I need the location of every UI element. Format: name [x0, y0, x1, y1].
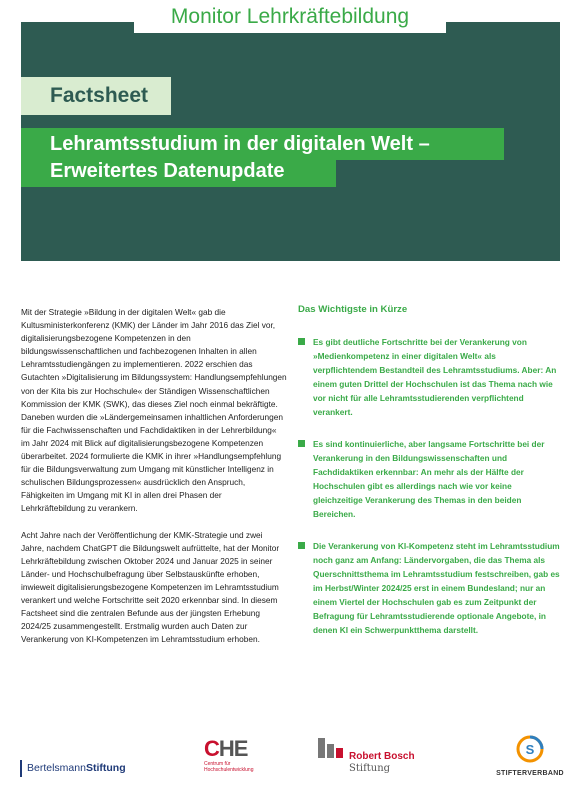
key-finding-item: Es sind kontinuierliche, aber langsame Fortschritte bei der Verankerung in den Bildungswissenschaften und Fachdidaktiken erkennbar: An mehr als der Hälfte der Hochschulen gibt es allerdings nach wie vor keine gleichzeitige Verankerung des Themas in den beiden Bereichen.: [298, 437, 560, 521]
svg-text:S: S: [525, 742, 535, 757]
intro-text-column: [21, 306, 287, 659]
robert-bosch-mark-icon: [318, 736, 344, 760]
partner-logos: [0, 730, 573, 790]
stifterverband-logo: S STIFTERVERBAND: [495, 735, 565, 777]
key-finding-item: Es gibt deutliche Fortschritte bei der Verankerung von »Medienkompetenz in einer digitalen Welt« als verpflichtendem Bestandteil des Lehramtsstudiums. Aber: An einem guten Drittel der Hochschulen ist das Thema nach wie vor nicht für alle Lehramtsstudierenden verpflichtend verankert.: [298, 335, 560, 419]
stifterverband-emblem-icon: [516, 735, 544, 763]
monitor-title: Monitor Lehrkräftebildung: [134, 0, 446, 33]
robert-bosch-stiftung-logo: Robert Bosch Stiftung: [318, 733, 428, 778]
key-findings-heading: Das Wichtigste in Kürze: [298, 304, 408, 315]
document-title-line-2: Erweitertes Datenupdate: [21, 155, 336, 187]
document-title-line-1: Lehramtsstudium in der digitalen Welt –: [21, 128, 504, 160]
che-subtitle: Centrum für Hochschulentwicklung: [204, 761, 254, 773]
key-findings-column: [298, 304, 560, 655]
intro-paragraph-2: Acht Jahre nach der Veröffentlichung der KMK-Strategie und zwei Jahre, nachdem ChatGPT die Bildungswelt aufrüttelte, hat der Monitor Lehrkräftebildung zwischen Oktober 2024 und Januar 2025 in seiner Länder- und Hochschulbefragung über Selbstauskünfte erhoben, inwieweit digitalisierungsbezogene Kompetenzen im Lehramtsstudium verankert und welche Fortschritte seit 2020 erkennbar sind. In diesem Factsheet sind die zentralen Befunde aus der jüngsten Erhebung 2024/25 zusammengestellt. Erstmalig wurden auch Daten zur Verankerung von KI-Kompetenzen im Lehramtsstudium erhoben.: [21, 529, 280, 645]
bullet-square-icon: [298, 542, 305, 549]
bullet-square-icon: [298, 440, 305, 447]
key-finding-item: Die Verankerung von KI-Kompetenz steht im Lehramtsstudium noch ganz am Anfang: Ländervorgaben, die das Thema als Querschnittsthema im Lehramtsstudium festschreiben, gab es im Herbst/Winter 2024/25 erst in einem Bundesland; nur an einem Viertel der Hochschulen gab es zum Zeitpunkt der Befragung für Lehramtsstudierende optionale Angebote, in denen KI ein Schwerpunktthema darstellt.: [298, 539, 560, 637]
factsheet-label: Factsheet: [21, 77, 171, 115]
bertelsmann-stiftung-logo: BertelsmannStiftung: [20, 760, 126, 777]
che-logo: CHE Centrum für Hochschulentwicklung: [204, 738, 264, 773]
bullet-square-icon: [298, 338, 305, 345]
intro-paragraph-1: Mit der Strategie »Bildung in der digitalen Welt« gab die Kultusministerkonferenz (KMK) der Länder im Jahr 2016 das Ziel vor, digitalisierungsbezogene Kompetenzen in den bildungswissenschaftlichen und fachbezogenen Inhalten in allen Lehramtsstudiengängen zu implementieren. 2022 erschien das Gutachten »Digitalisierung im Bildungssystem: Handlungsempfehlungen von der Kita bis zur Hochschule« der Ständigen Wissenschaftlichen Kommission der KMK (SWK), das dieses Ziel noch einmal bekräftigte. Daneben wurden die »Ländergemeinsamen inhaltlichen Anforderungen für die Fachwissenschaften und Fachdidaktiken in der Lehrerbildung« im Jahr 2024 mit Blick auf digitalisierungsbezogene Kompetenzen überarbeitet. 2024 formulierte die KMK in ihrer »Handlungsempfehlung für die Bildungsverwaltung zum Umgang mit künstlicher Intelligenz in schulischen Bildungsprozessen« ausdrücklich den Anspruch, Fähigkeiten im Umgang mit KI in allen drei Phasen der Lehrkräftebildung zu verankern.: [21, 307, 287, 514]
